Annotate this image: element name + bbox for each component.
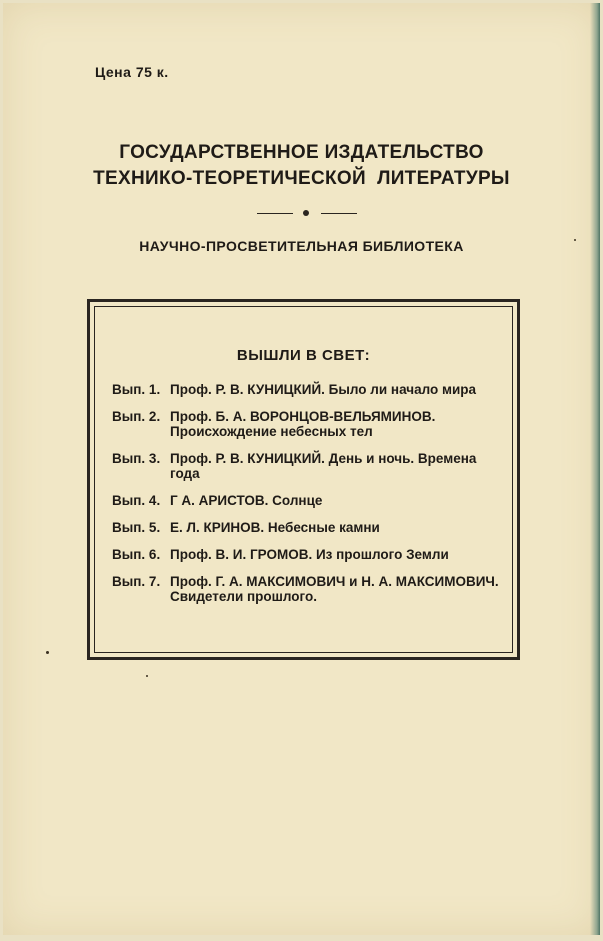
divider-dot [303,210,309,216]
issue-number: Вып. 1. [112,382,161,397]
box-title: ВЫШЛИ В СВЕТ: [236,347,371,364]
list-item [112,520,502,535]
paper-speck [46,651,49,654]
series-title: НАУЧНО-ПРОСВЕТИТЕЛЬНАЯ БИБЛИОТЕКА [139,238,464,254]
issue-title: Проф. Р. В. КУНИЦКИЙ. День и ночь. Времена года [170,451,477,481]
published-list-box [87,299,520,660]
issue-title: Проф. Р. В. КУНИЦКИЙ. Было ли начало мира [170,382,477,397]
list-item [112,493,502,508]
issue-list [112,382,502,616]
issue-number: Вып. 2. [112,409,161,424]
issue-number: Вып. 3. [112,451,161,466]
list-item [112,382,502,397]
list-item [112,451,502,481]
issue-title: Проф. Б. А. ВОРОНЦОВ-ВЕЛЬЯМИНОВ. Происхождение небесных тел [170,409,436,439]
publisher-line-1: ГОСУДАРСТВЕННОЕ ИЗДАТЕЛЬСТВО [119,142,484,163]
issue-title: Е. Л. КРИНОВ. Небесные камни [170,520,380,535]
publisher-name [3,140,600,192]
book-back-cover [3,3,600,935]
list-item [112,547,502,562]
issue-number: Вып. 4. [112,493,161,508]
publisher-line-2: ТЕХНИКО-ТЕОРЕТИЧЕСКОЙ ЛИТЕРАТУРЫ [93,168,510,189]
issue-number: Вып. 6. [112,547,161,562]
issue-number: Вып. 5. [112,520,161,535]
paper-speck [574,239,576,241]
list-item [112,574,502,604]
paper-speck [146,675,148,677]
divider-line-right [321,213,357,214]
divider-line-left [257,213,293,214]
issue-title: Проф. В. И. ГРОМОВ. Из прошлого Земли [170,547,449,562]
issue-title: Г А. АРИСТОВ. Солнце [170,493,323,508]
list-item [112,409,502,439]
issue-title: Проф. Г. А. МАКСИМОВИЧ и Н. А. МАКСИМОВИЧ. Свидетели прошлого. [170,574,499,604]
ornament-divider [257,208,357,218]
price-label: Цена 75 к. [95,64,169,80]
issue-number: Вып. 7. [112,574,161,589]
